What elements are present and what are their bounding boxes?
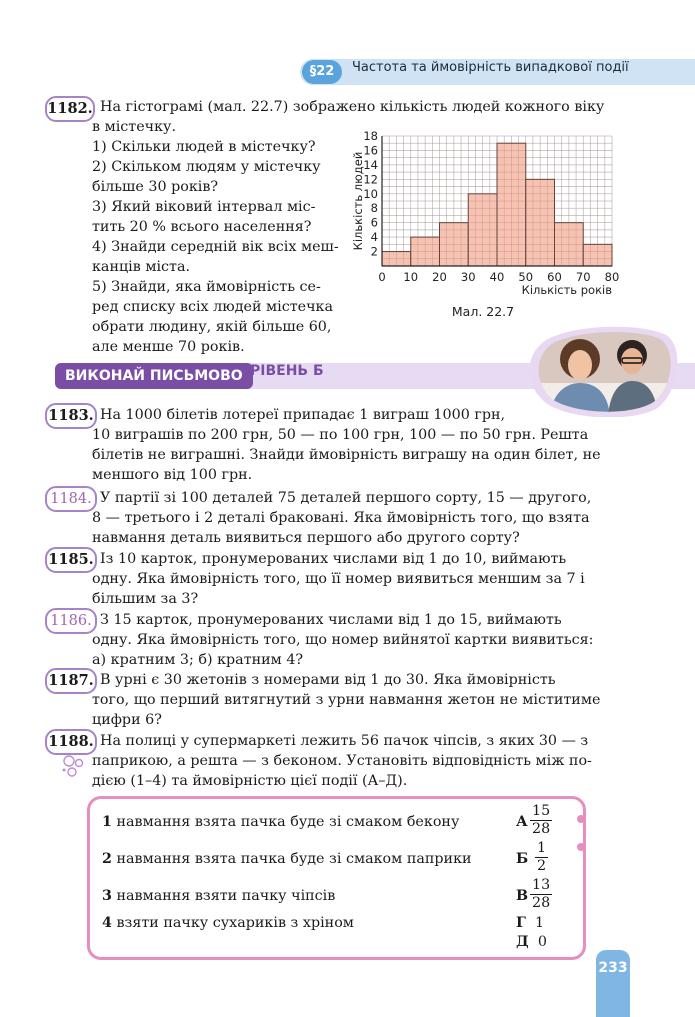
event-4: 4 взяти пачку сухариків з хріном xyxy=(102,915,354,931)
group-work-icon xyxy=(60,752,88,780)
y-tick-label: 14 xyxy=(363,157,378,172)
x-tick-label: 20 xyxy=(432,270,447,284)
banner-level-label: РІВЕНЬ Б xyxy=(250,363,324,379)
task-1185-line: Із 10 карток, пронумерованих числами від 1 до 10, виймають xyxy=(100,551,567,567)
x-tick-label: 0 xyxy=(378,270,386,284)
page-number: 233 xyxy=(596,950,630,1017)
section-title: Частота та ймовірність випадкової події xyxy=(352,60,629,75)
banner-write-label: ВИКОНАЙ ПИСЬМОВО xyxy=(55,363,253,389)
task-number-1182: 1182. xyxy=(45,96,95,122)
y-tick-label: 16 xyxy=(363,143,378,158)
task-number-1188: 1188. xyxy=(45,729,97,755)
x-tick-label: 30 xyxy=(460,270,476,284)
answer-v-fraction: $\frac{13}{28}$ xyxy=(532,877,551,911)
answer-letter-v: В xyxy=(516,888,529,904)
task-1182-line: тить 20 % всього населення? xyxy=(92,219,312,235)
answer-letter-b: Б xyxy=(516,851,529,867)
answer-d: Д 0 xyxy=(516,934,547,950)
task-1186-line: З 15 карток, пронумерованих числами від 1 до 15, виймають xyxy=(100,612,562,628)
task-1182-line: обрати людину, якій більше 60, xyxy=(92,319,332,335)
task-1182-line: На гістограмі (мал. 22.7) зображено кількість людей кожного віку xyxy=(100,99,605,115)
y-tick-label: 8 xyxy=(370,201,378,216)
section-number-badge: §22 xyxy=(302,60,342,84)
y-tick-label: 18 xyxy=(363,129,378,143)
y-axis-label: Кількість людей xyxy=(351,151,365,251)
answer-b-fraction: $\frac{1}{2}$ xyxy=(537,840,547,874)
answer-letter-a: А xyxy=(516,814,528,830)
age-histogram xyxy=(348,128,638,323)
y-tick-label: 6 xyxy=(370,215,378,230)
task-1186-line: а) кратним 3; б) кратним 4? xyxy=(92,652,304,668)
event-1: 1 навмання взята пачка буде зі смаком бекону xyxy=(102,814,460,830)
task-number-1184: 1184. xyxy=(45,486,97,512)
task-1188-line: паприкою, а решта — з беконом. Установіть відповідність між по- xyxy=(92,753,592,769)
answer-g: Г 1 xyxy=(516,915,545,931)
y-tick-label: 10 xyxy=(363,186,378,201)
y-tick-label: 2 xyxy=(370,244,378,259)
task-number-1183: 1183. xyxy=(45,403,97,429)
x-tick-label: 70 xyxy=(575,270,591,284)
event-2: 2 навмання взята пачка буде зі смаком паприки xyxy=(102,851,472,867)
x-axis-label: Кількість років xyxy=(521,283,612,297)
task-1183-line: меншого від 100 грн. xyxy=(92,467,253,483)
task-1185-line: більшим за 3? xyxy=(92,591,199,607)
task-1187-line: цифри 6? xyxy=(92,712,162,728)
task-1188-line: дією (1–4) та ймовірністю цієї події (А–Д). xyxy=(92,773,408,789)
task-1182-line: 5) Знайди, яка ймовірність се- xyxy=(92,279,321,295)
box-decoration-dot xyxy=(577,843,585,851)
task-1184-line: навмання деталь виявиться першого або другого сорту? xyxy=(92,530,520,546)
task-1182-line: 3) Який віковий інтервал міс- xyxy=(92,199,316,215)
task-1183-line: 10 виграшів по 200 грн, 50 — по 100 грн, 100 — по 50 грн. Решта xyxy=(92,427,589,443)
task-1182-line: 2) Скільком людям у містечку xyxy=(92,159,321,175)
task-1187-line: того, що перший витягнутий з урни навмання жетон не міститиме xyxy=(92,692,601,708)
x-tick-label: 50 xyxy=(518,270,534,284)
y-tick-label: 12 xyxy=(363,172,378,187)
task-1188-line: На полиці у супермаркеті лежить 56 пачок чіпсів, з яких 30 — з xyxy=(100,733,589,749)
figure-caption: Мал. 22.7 xyxy=(451,304,515,319)
event-3: 3 навмання взяти пачку чіпсів xyxy=(102,888,336,904)
task-1186-line: одну. Яка ймовірність того, що номер вийнятої картки виявиться: xyxy=(92,632,594,648)
task-1183-line: На 1000 білетів лотереї припадає 1 виграш 1000 грн, xyxy=(100,407,506,423)
task-1182-line: 4) Знайди середній вік всіх меш- xyxy=(92,239,339,255)
task-1183-line: білетів не виграшні. Знайди ймовірність виграшу на один білет, не xyxy=(92,447,601,463)
task-1187-line: В урні є 30 жетонів з номерами від 1 до 30. Яка ймовірність xyxy=(100,672,556,688)
task-1182-line: в містечку. xyxy=(92,119,177,135)
task-1182-line: більше 30 років? xyxy=(92,179,219,195)
x-tick-label: 80 xyxy=(604,270,620,284)
y-tick-label: 4 xyxy=(370,230,378,245)
task-1184-line: У партії зі 100 деталей 75 деталей першого сорту, 15 — другого, xyxy=(100,490,592,506)
task-1185-line: одну. Яка ймовірність того, що її номер виявиться меншим за 7 і xyxy=(92,571,585,587)
x-tick-label: 10 xyxy=(403,270,419,284)
task-1184-line: 8 — третього і 2 деталі браковані. Яка ймовірність того, що взята xyxy=(92,510,590,526)
x-tick-label: 60 xyxy=(547,270,562,284)
task-1182-line: канців міста. xyxy=(92,259,191,275)
task-number-1185: 1185. xyxy=(45,547,97,573)
task-1182-line: ред списку всіх людей містечка xyxy=(92,299,334,315)
answer-a-fraction: $\frac{15}{28}$ xyxy=(532,803,551,837)
task-1182-line: але менше 70 років. xyxy=(92,339,245,355)
task-number-1186: 1186. xyxy=(45,608,97,634)
task-number-1187: 1187. xyxy=(45,668,97,694)
task-1182-line: 1) Скільки людей в містечку? xyxy=(92,139,316,155)
box-decoration-dot xyxy=(577,815,585,823)
students-photo xyxy=(528,325,678,417)
x-tick-label: 40 xyxy=(489,270,505,284)
